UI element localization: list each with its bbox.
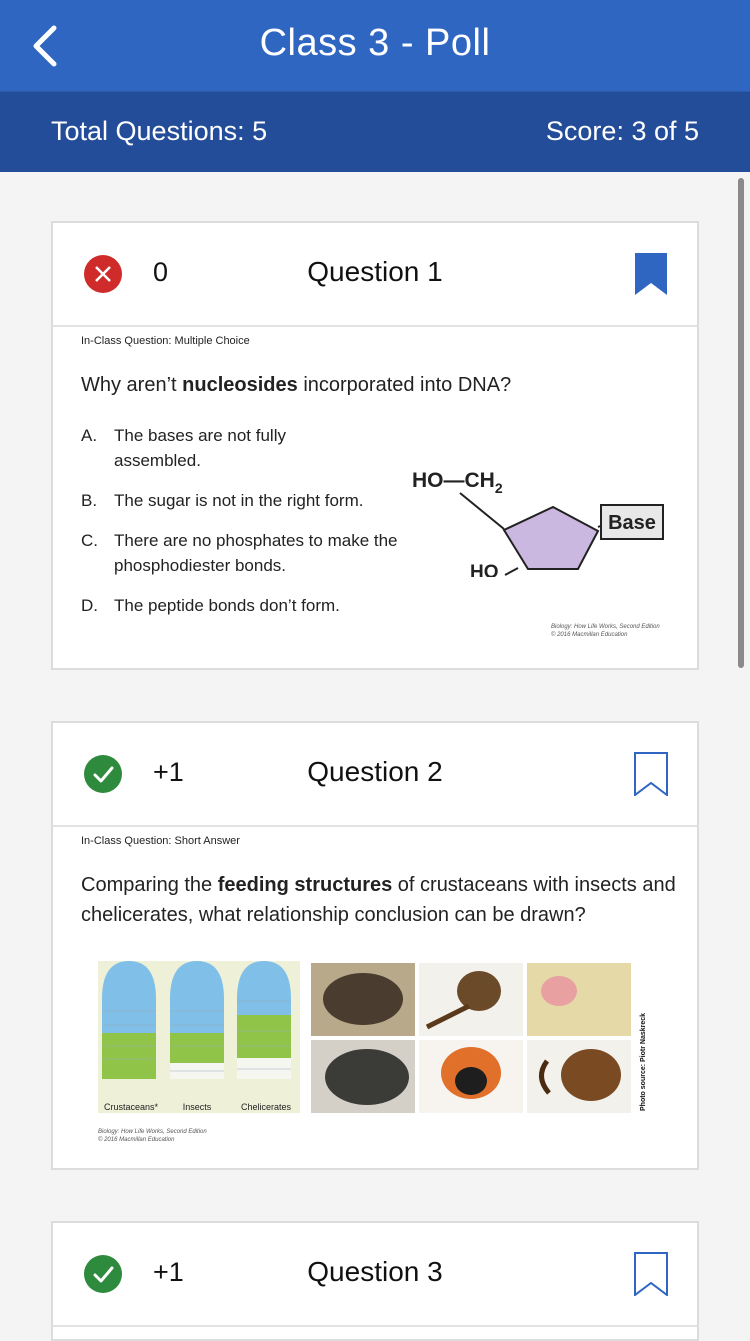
ho-ch2-label: $HO—CH_2$: [412, 469, 503, 496]
question-title: Question 2: [307, 756, 443, 787]
question-points: 0: [153, 257, 169, 287]
scrollbar[interactable]: [738, 178, 744, 668]
base-label: Base: [608, 512, 656, 534]
insects-label: Insects: [182, 1102, 212, 1112]
question-points: +1: [153, 1257, 184, 1287]
question-keyword: nucleosides: [182, 374, 298, 396]
summary-bar: [0, 91, 750, 172]
figure-credit: Biology: How Life Works, Second Edition © 2016 Macmillan Education: [551, 624, 660, 638]
chelicerates-label: Chelicerates: [240, 1102, 292, 1112]
question-text: Comparing the feeding structures of crustaceans with insects and chelicerates, what relationship conclusion can be drawn?: [81, 874, 676, 926]
question-header: [53, 223, 697, 327]
question-type: In-Class Question: Short Answer: [81, 835, 240, 847]
mouthpart-comparison-diagram: [98, 961, 300, 1113]
question-points: +1: [153, 757, 184, 787]
bookmark-outline-icon[interactable]: [634, 752, 668, 796]
question-title: Question 3: [307, 1256, 443, 1287]
mouthpart-photos: [309, 961, 649, 1115]
question-header: [53, 723, 697, 827]
crustaceans-label: Crustaceans*: [103, 1102, 159, 1112]
total-questions: Total Questions: 5: [51, 116, 268, 146]
crustacean-segments: [102, 961, 156, 1079]
insect-segments: [170, 961, 224, 1079]
question-card-1[interactable]: 0 Question 1 In-Class Question: Multiple Choice Why aren’t nucleosides incorporated into DNA? A. The bases are not fully assembled. B. The sugar is not in the right form. C. There are no phosphates to make the phosphodiester bonds. D. The peptide bonds don’t form. $HO—CH_2$ Base HO Biology: How Life Works, Second Edition © 2016 Macmillan Education: [51, 221, 699, 670]
question-card-3[interactable]: [51, 1221, 699, 1341]
nucleoside-diagram: [408, 447, 678, 577]
bookmark-outline-icon[interactable]: [634, 1252, 668, 1296]
app-header: [0, 0, 750, 91]
ho-label: HO: [470, 562, 499, 577]
chelicerate-segments: [237, 961, 291, 1079]
question-keyword: feeding structures: [217, 874, 393, 896]
question-type: In-Class Question: Multiple Choice: [81, 335, 250, 347]
question-header: [53, 1223, 697, 1327]
photo-source: Photo source: Piotr Naskreck: [640, 1012, 647, 1111]
question-text: Why aren’t nucleosides incorporated into DNA?: [81, 374, 512, 396]
chelicerate-photo-1: [527, 963, 631, 1036]
bookmark-filled-icon[interactable]: [634, 252, 668, 296]
question-title: Question 1: [307, 256, 443, 287]
page-title: Class 3 - Poll: [259, 22, 491, 64]
figure-credit: Biology: How Life Works, Second Edition © 2016 Macmillan Education: [98, 1129, 207, 1143]
question-card-2[interactable]: [51, 721, 699, 1170]
score: Score: 3 of 5: [545, 116, 699, 146]
